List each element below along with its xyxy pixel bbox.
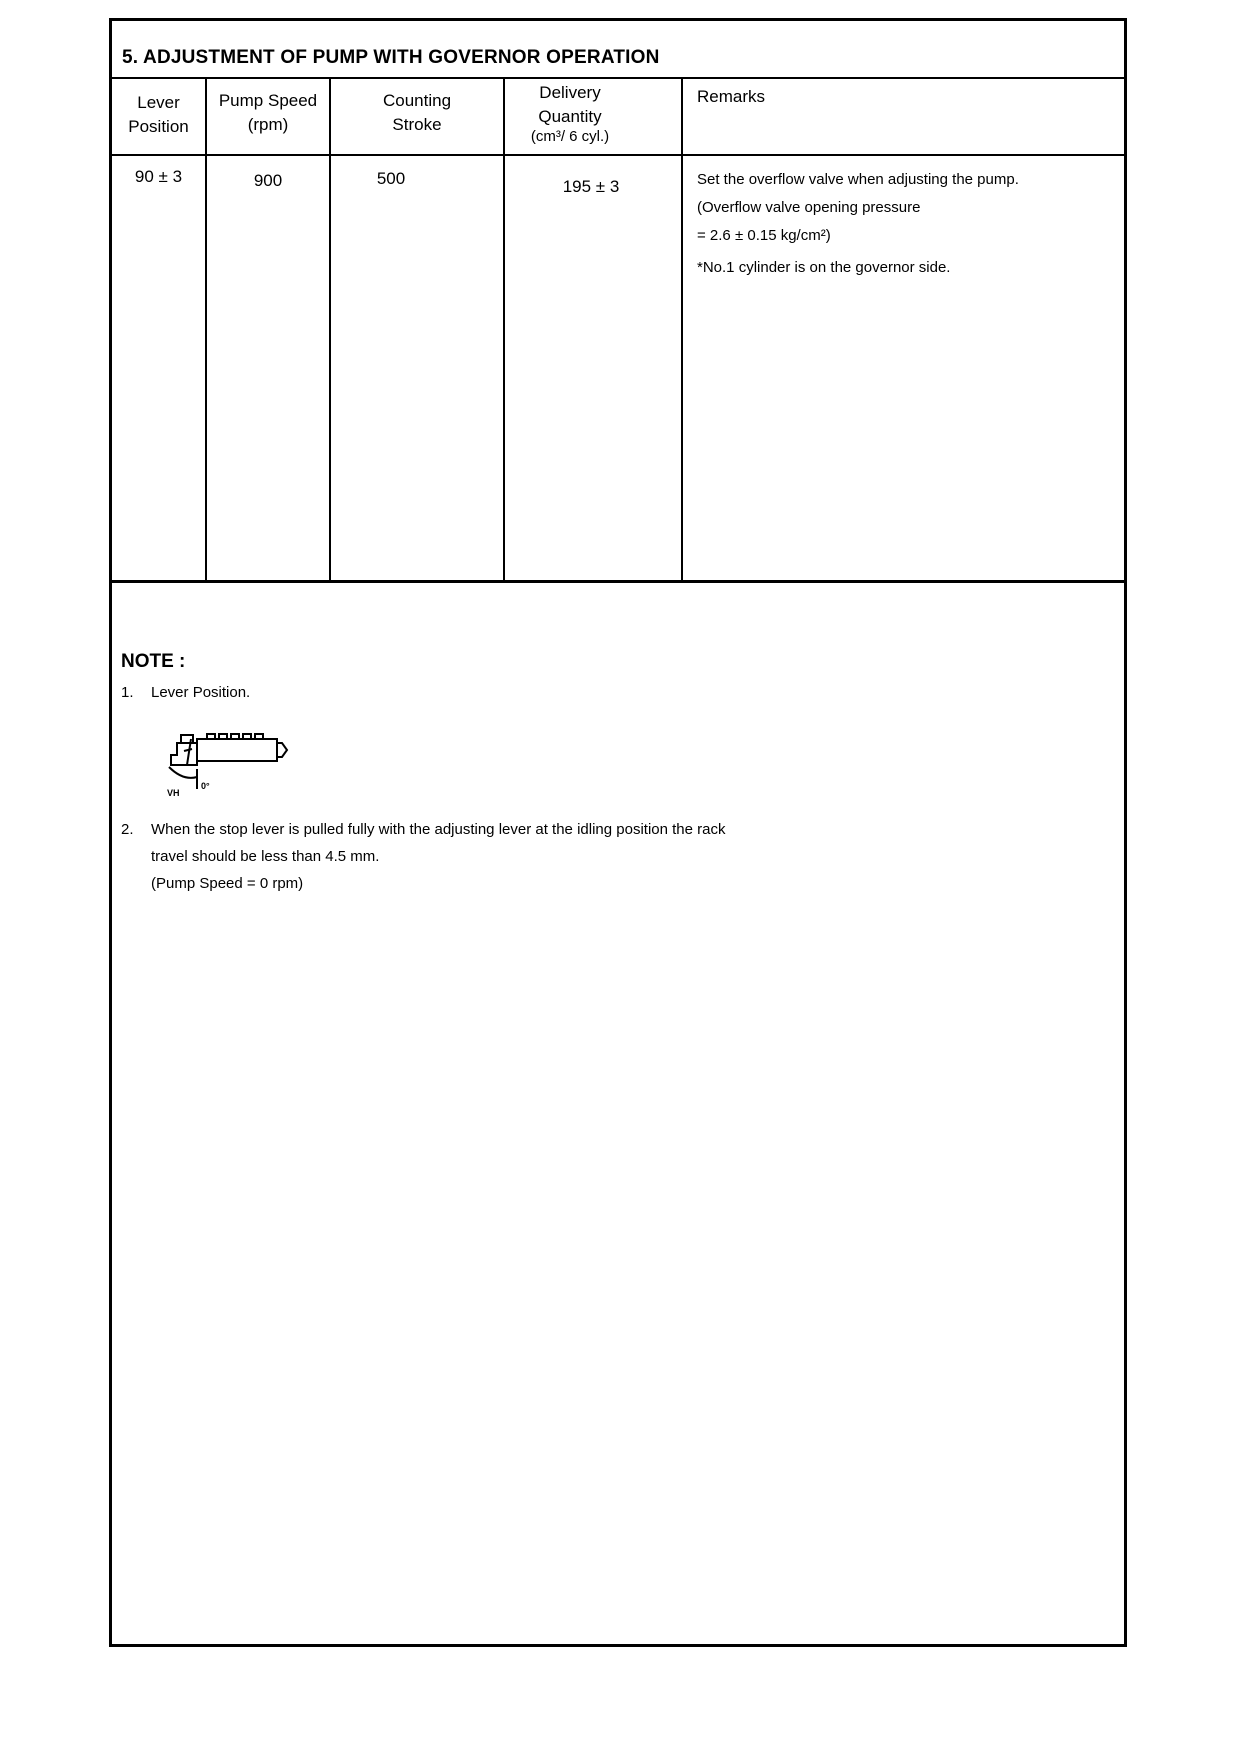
remark-line: Set the overflow valve when adjusting the pump. [697, 171, 1019, 188]
header-remarks: Remarks [697, 87, 766, 106]
cell-lever-position: 90 ± 3 [134, 167, 183, 186]
note-title: NOTE : [121, 651, 186, 672]
cell-counting-stroke: 500 [376, 169, 406, 188]
note-text: (Pump Speed = 0 rpm) [151, 875, 304, 892]
remark-line: = 2.6 ± 0.15 kg/cm²) [697, 227, 831, 244]
column-divider [205, 78, 207, 581]
header-delivery-quantity: Delivery Quantity (cm³/ 6 cyl.) [530, 83, 610, 145]
header-pump-speed: Pump Speed (rpm) [218, 91, 318, 134]
cell-delivery-quantity: 195 ± 3 [562, 177, 620, 196]
column-divider [329, 78, 331, 581]
note-text: When the stop lever is pulled fully with the adjusting lever at the idling position the rack [151, 821, 726, 838]
title-divider [112, 77, 1124, 79]
header-lever-position: Lever Position [128, 93, 189, 136]
header-divider [112, 154, 1124, 156]
header-counting-stroke: Counting Stroke [382, 91, 452, 134]
section-title: 5. ADJUSTMENT OF PUMP WITH GOVERNOR OPERATION [122, 47, 660, 68]
table-bottom-border [112, 580, 1124, 583]
page-frame [109, 18, 1127, 1647]
note-number: 2. [121, 821, 134, 838]
column-divider [681, 78, 683, 581]
remark-line: *No.1 cylinder is on the governor side. [697, 259, 951, 276]
note-number: 1. [121, 684, 134, 701]
cell-pump-speed: 900 [253, 171, 283, 190]
governor-lever-drawing [157, 721, 307, 801]
remark-line: (Overflow valve opening pressure [697, 199, 921, 216]
diagram-label-angle: 0° [201, 781, 210, 791]
column-divider [503, 78, 505, 581]
diagram-label-vh: VH [167, 788, 180, 798]
note-text: travel should be less than 4.5 mm. [151, 848, 380, 865]
lever-position-diagram [157, 721, 307, 806]
note-text: Lever Position. [151, 684, 251, 701]
